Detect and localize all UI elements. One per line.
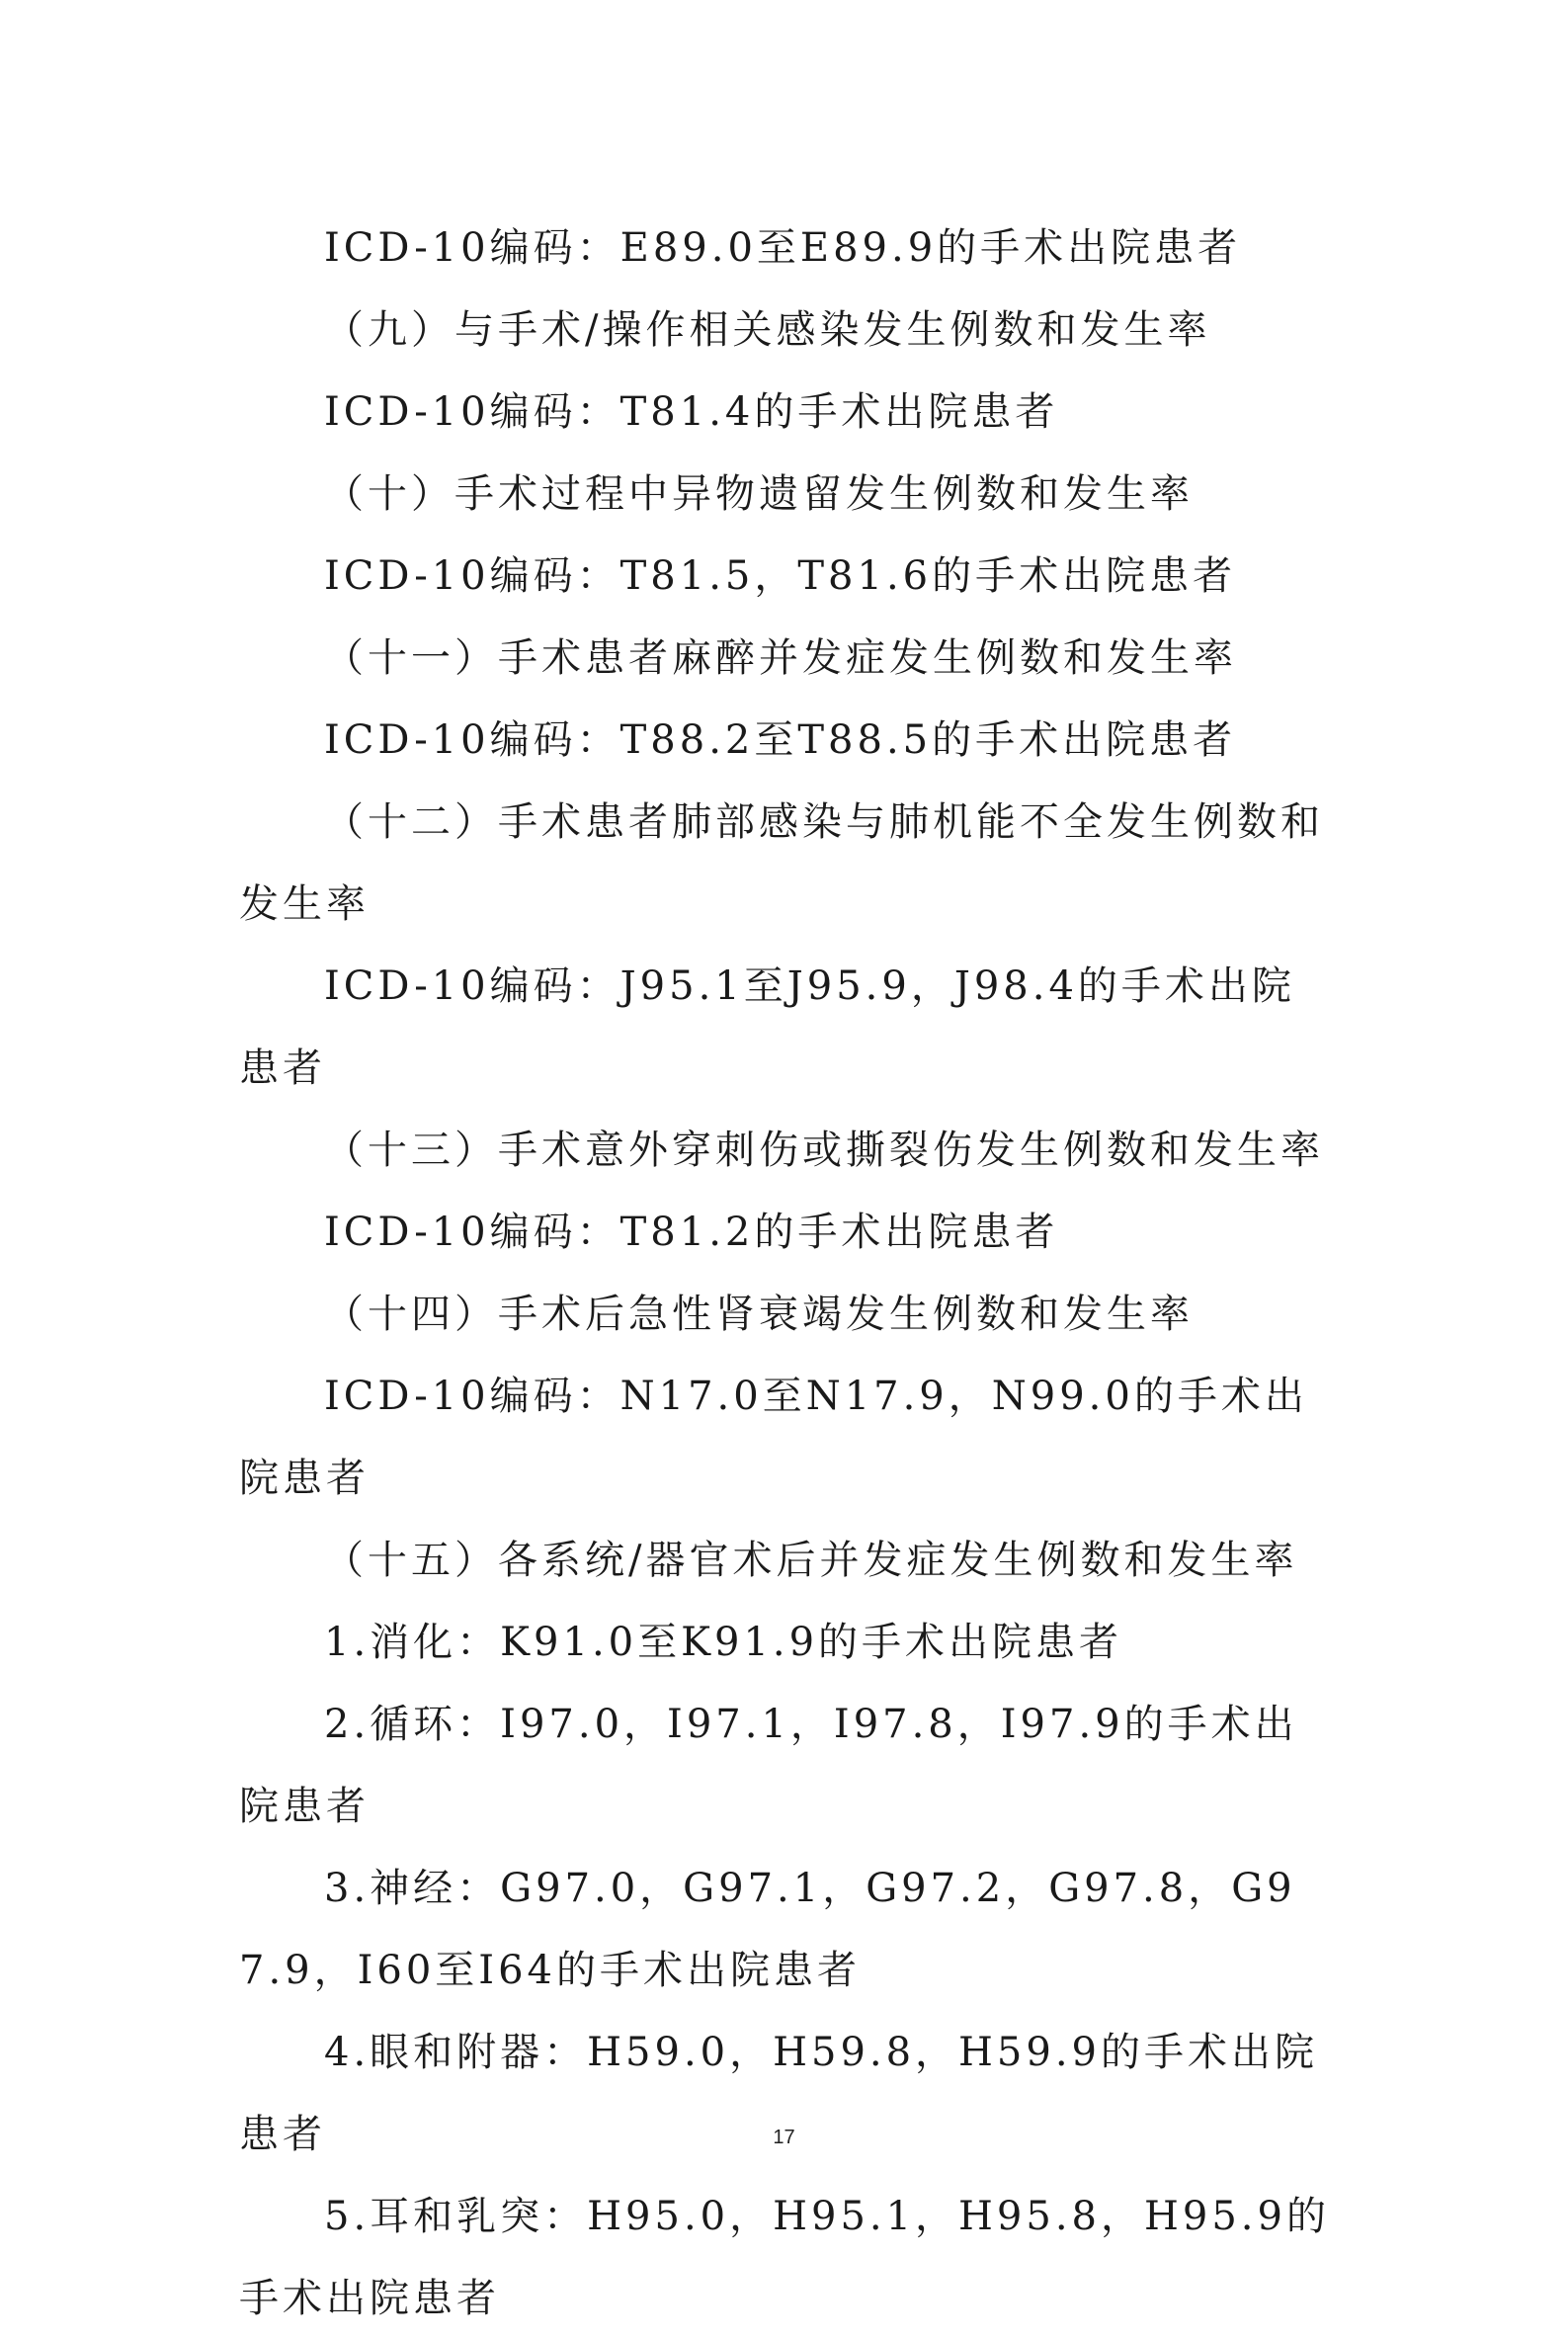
section-heading: （十一）手术患者麻醉并发症发生例数和发生率: [324, 635, 1237, 681]
section-heading: （十五）各系统/器官术后并发症发生例数和发生率: [324, 1538, 1298, 1583]
list-item: 4.眼和附器：H59.0，H59.8，H59.9的手术出院患者: [239, 2030, 1318, 2157]
page-number: 17: [773, 2127, 795, 2148]
section-heading: （十）手术过程中异物遗留发生例数和发生率: [324, 471, 1194, 517]
paragraph: ICD-10编码：E89.0至E89.9的手术出院患者: [324, 225, 1242, 271]
body-text: [239, 208, 1336, 2340]
list-item: 2.循环：I97.0，I97.1，I97.8，I97.9的手术出院患者: [239, 1702, 1298, 1829]
paragraph: ICD-10编码：T81.2的手术出院患者: [324, 1210, 1059, 1255]
paragraph: ICD-10编码：T81.5，T81.6的手术出院患者: [324, 553, 1237, 599]
list-item: 5.耳和乳突：H95.0，H95.1，H95.8，H95.9的手术出院患者: [239, 2194, 1330, 2321]
section-heading: （十二）手术患者肺部感染与肺机能不全发生例数和发生率: [239, 799, 1324, 927]
section-heading: （十四）手术后急性肾衰竭发生例数和发生率: [324, 1292, 1194, 1337]
paragraph: ICD-10编码：J95.1至J95.9，J98.4的手术出院患者: [239, 963, 1295, 1091]
paragraph: ICD-10编码：N17.0至N17.9，N99.0的手术出院患者: [239, 1374, 1308, 1501]
list-item: 3.神经：G97.0，G97.1，G97.2，G97.8，G97.9，I60至I64的手术出院患者: [239, 1866, 1296, 1993]
section-heading: （十三）手术意外穿刺伤或撕裂伤发生例数和发生率: [324, 1128, 1324, 1173]
section-heading: （九）与手术/操作相关感染发生例数和发生率: [324, 307, 1211, 353]
paragraph: ICD-10编码：T81.4的手术出院患者: [324, 389, 1059, 435]
paragraph: ICD-10编码：T88.2至T88.5的手术出院患者: [324, 717, 1237, 763]
list-item: 1.消化：K91.0至K91.9的手术出院患者: [324, 1620, 1123, 1665]
